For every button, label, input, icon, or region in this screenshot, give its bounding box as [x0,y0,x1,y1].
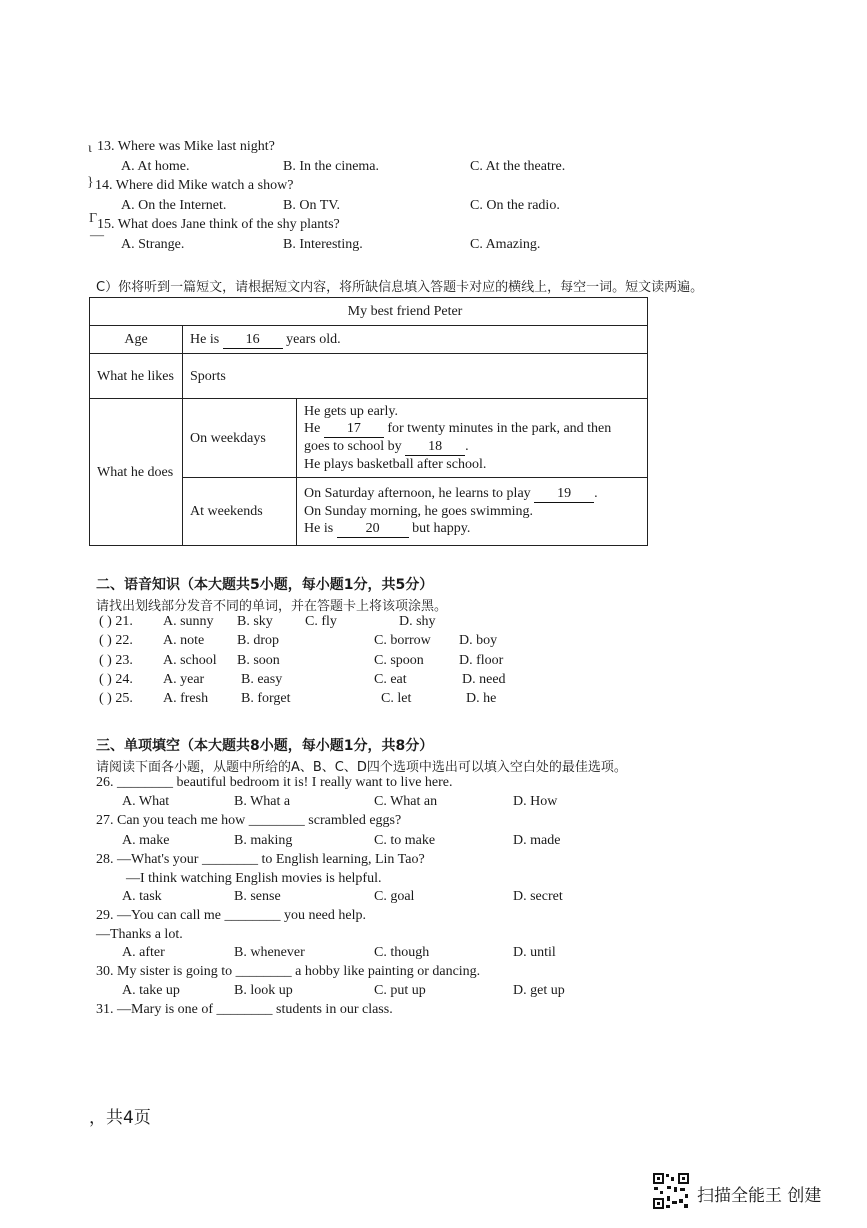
info-table [89,297,648,546]
item-22-d: D. boy [459,633,498,648]
does-label: What he does [90,399,183,546]
q27-option-d: D. made [513,833,561,848]
blank-19: 19 [534,485,594,503]
q28-option-a: A. task [122,889,162,904]
q13-option-c: C. At the theatre. [470,159,566,174]
q30-option-a: A. take up [122,983,180,998]
question-29-reply: —Thanks a lot. [96,927,183,942]
question-13: 13. Where was Mike last night? [97,139,275,154]
qr-code-icon [652,1172,690,1210]
weekdays-content: He gets up early. He 17 for twenty minutes in the park, and then goes to school by 18 . He plays basketball after school. [297,399,648,478]
item-25-c: C. let [381,691,412,706]
table-title: My best friend Peter [90,298,648,326]
weekends-label: At weekends [183,478,297,546]
q29-option-d: D. until [513,945,556,960]
item-25-d: D. he [466,691,497,706]
q30-option-c: C. put up [374,983,426,998]
item-22-num: ( ) 22. [99,633,133,648]
question-27: 27. Can you teach me how ________ scrambled eggs? [96,813,402,828]
item-21-c: C. fly [305,614,337,629]
part3-title: 三、单项填空（本大题共8小题，每小题1分，共8分） [96,738,434,754]
blank-16: 16 [223,331,283,349]
q29-option-a: A. after [122,945,165,960]
item-22-c: C. borrow [374,633,431,648]
item-24-d: D. need [462,672,506,687]
q13-option-b: B. In the cinema. [283,159,380,174]
weekdays-label: On weekdays [183,399,297,478]
question-30: 30. My sister is going to ________ a hobby like painting or dancing. [96,964,481,979]
item-22-b: B. drop [237,633,279,648]
item-23-d: D. floor [459,653,504,668]
item-23-b: B. soon [237,653,280,668]
item-25-b: B. forget [241,691,291,706]
item-21-a: A. sunny [163,614,214,629]
margin-mark: ι [88,141,92,156]
q14-option-c: C. On the radio. [470,198,560,213]
q28-option-c: C. goal [374,889,415,904]
blank-17: 17 [324,420,384,438]
q26-option-b: B. What a [234,794,291,809]
question-15: 15. What does Jane think of the shy plants? [97,217,340,232]
item-24-num: ( ) 24. [99,672,133,687]
item-25-num: ( ) 25. [99,691,133,706]
item-23-c: C. spoon [374,653,424,668]
weekends-content: On Saturday afternoon, he learns to play 19 . On Sunday morning, he goes swimming. He is 20 but happy. [297,478,648,546]
section-c-instruction: C）你将听到一篇短文，请根据短文内容，将所缺信息填入答题卡对应的横线上，每空一词。短文读两遍。 [96,280,704,295]
q14-option-a: A. On the Internet. [121,198,227,213]
q30-option-d: D. get up [513,983,565,998]
likes-label: What he likes [90,354,183,399]
item-23-num: ( ) 23. [99,653,133,668]
margin-mark: — [90,228,104,243]
q28-option-b: B. sense [234,889,281,904]
item-21-d: D. shy [399,614,436,629]
q15-option-c: C. Amazing. [470,237,541,252]
question-28-reply: —I think watching English movies is helpful. [126,871,382,886]
item-22-a: A. note [163,633,205,648]
page-number: ，共4页 [89,1108,151,1128]
scanner-watermark: 扫描全能王 创建 [697,1186,822,1206]
q27-option-b: B. making [234,833,293,848]
question-28: 28. —What's your ________ to English learning, Lin Tao? [96,852,425,867]
item-21-num: ( ) 21. [99,614,133,629]
item-24-a: A. year [163,672,205,687]
q29-option-b: B. whenever [234,945,305,960]
question-29: 29. —You can call me ________ you need help. [96,908,366,923]
q29-option-c: C. though [374,945,430,960]
item-23-a: A. school [163,653,217,668]
q15-option-b: B. Interesting. [283,237,363,252]
q28-option-d: D. secret [513,889,563,904]
q30-option-b: B. look up [234,983,293,998]
part2-title: 二、语音知识（本大题共5小题，每小题1分，共5分） [96,577,434,593]
margin-mark: Γ [89,211,98,226]
age-value: He is 16 years old. [183,326,648,354]
q27-option-a: A. make [122,833,170,848]
q27-option-c: C. to make [374,833,436,848]
age-label: Age [90,326,183,354]
part3-instruction: 请阅读下面各小题，从题中所给的A、B、C、D四个选项中选出可以填入空白处的最佳选项。 [96,760,627,775]
q26-option-d: D. How [513,794,558,809]
likes-value: Sports [183,354,648,399]
q14-option-b: B. On TV. [283,198,341,213]
item-24-c: C. eat [374,672,407,687]
q26-option-c: C. What an [374,794,438,809]
q13-option-a: A. At home. [121,159,190,174]
item-24-b: B. easy [241,672,283,687]
blank-18: 18 [405,438,465,456]
part2-instruction: 请找出划线部分发音不同的单词，并在答题卡上将该项涂黑。 [96,599,448,614]
blank-20: 20 [337,520,409,538]
question-31: 31. —Mary is one of ________ students in our class. [96,1002,393,1017]
q26-option-a: A. What [122,794,170,809]
question-14: 14. Where did Mike watch a show? [95,178,294,193]
margin-mark: } [87,175,94,190]
q15-option-a: A. Strange. [121,237,185,252]
question-26: 26. ________ beautiful bedroom it is! I really want to live here. [96,775,453,790]
item-21-b: B. sky [237,614,273,629]
item-25-a: A. fresh [163,691,209,706]
